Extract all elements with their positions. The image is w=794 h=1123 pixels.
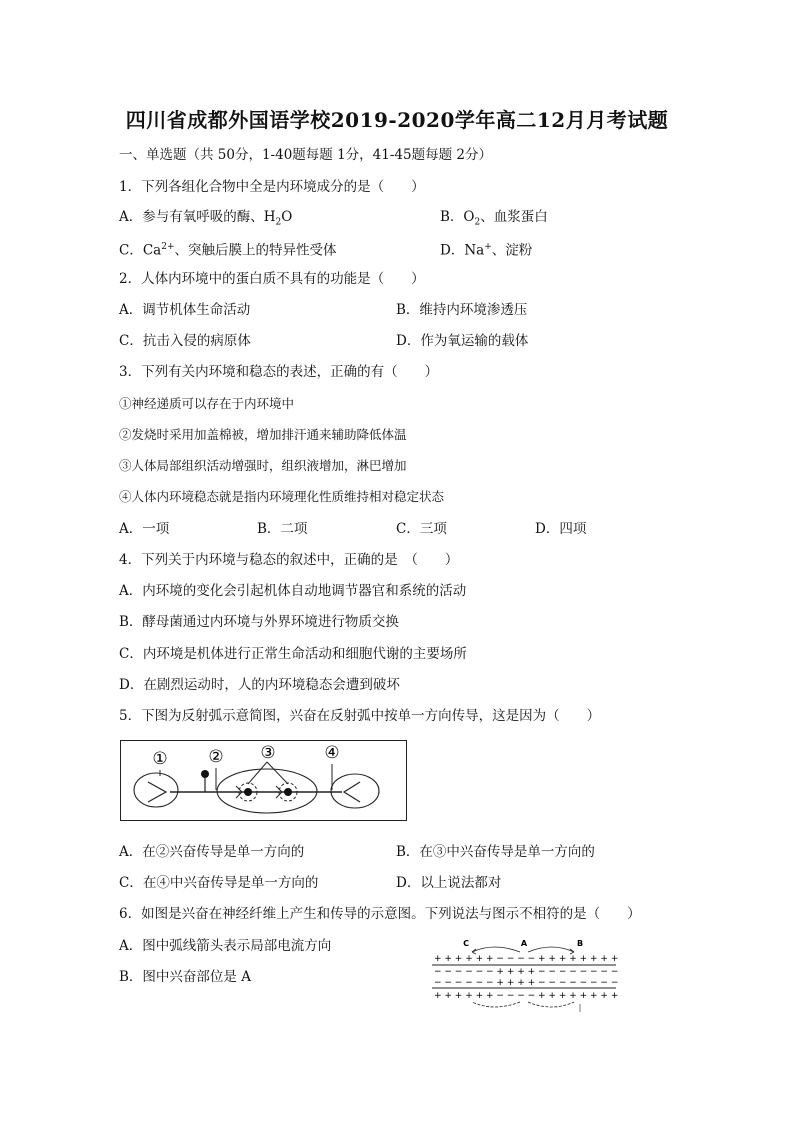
q5-option-a: A．在②兴奋传导是单一方向的 xyxy=(119,844,305,860)
label-4: ④ xyxy=(324,743,340,763)
q4-option-a: A．内环境的变化会引起机体自动地调节器官和系统的活动 xyxy=(119,583,467,599)
label-1: ① xyxy=(152,749,168,769)
nerve-fiber-diagram xyxy=(432,936,618,1016)
q4-option-d: D．在剧烈运动时，人的内环境稳态会遭到破坏 xyxy=(119,677,400,693)
q2-option-b: B．维持内环境渗透压 xyxy=(396,302,528,318)
ganglion-dot xyxy=(201,770,209,778)
center-ellipse xyxy=(217,769,317,813)
q4-option-b: B．酵母菌通过内环境与外界环境进行物质交换 xyxy=(119,614,399,630)
receptor-ellipse xyxy=(134,773,178,807)
q5-option-b: B．在③中兴奋传导是单一方向的 xyxy=(396,844,595,860)
reflex-arc-diagram xyxy=(120,740,408,822)
q5-stem: 5．下图为反射弧示意简图，兴奋在反射弧中按单一方向传导，这是因为（ ） xyxy=(119,708,601,724)
label-b: B xyxy=(576,939,584,948)
page-title: 四川省成都外国语学校2019-2020学年高二12月月考试题 xyxy=(125,108,669,132)
q3-option-b: B．二项 xyxy=(257,521,308,537)
q1-option-b: B．$O_2$、血浆蛋白 xyxy=(440,209,548,228)
label-2: ② xyxy=(208,747,224,767)
charge-row-4: + + + + + + − − − − + + + + + + + + xyxy=(434,991,618,1001)
q6-option-a: A．图中弧线箭头表示局部电流方向 xyxy=(119,938,332,954)
q3-statement-2: ②发烧时采用加盖棉被，增加排汗通来辅助降低体温 xyxy=(119,427,407,442)
q2-option-c: C．抗击入侵的病原体 xyxy=(119,333,251,349)
q3-statement-3: ③人体局部组织活动增强时，组织液增加，淋巴增加 xyxy=(119,458,407,473)
q1-option-d: D．Na+、淀粉 xyxy=(440,242,533,259)
q2-option-d: D．作为氧运输的载体 xyxy=(396,333,529,349)
q4-option-c: C．内环境是机体进行正常生命活动和细胞代谢的主要场所 xyxy=(119,646,467,662)
q2-option-a: A．调节机体生命活动 xyxy=(119,302,251,318)
q6-option-b: B．图中兴奋部位是 A xyxy=(119,969,251,985)
q4-stem: 4．下列关于内环境与稳态的叙述中，正确的是 （ ） xyxy=(119,552,459,568)
charge-row-3: − − − − − − + + + + − − − − − − − − xyxy=(434,978,618,988)
q1-option-c: C．$Ca^{2+}$、突触后膜上的特异性受体 xyxy=(119,242,337,259)
charge-row-2: − − − − − − + + + + − − − − − − − − xyxy=(434,967,618,977)
q1-stem: 1．下列各组化合物中全是内环境成分的是（ ） xyxy=(119,179,425,195)
section-heading: 一、单选题（共 50分，1-40题每题 1分，41-45题每题 2分） xyxy=(119,147,492,163)
q1-option-a: A．参与有氧呼吸的酶、$H_2O$ xyxy=(119,209,293,228)
q3-statement-4: ④人体内环境稳态就是指内环境理化性质维持相对稳定状态 xyxy=(119,489,445,504)
effector-ellipse xyxy=(331,774,379,808)
label-c: C xyxy=(463,939,469,948)
q3-statement-1: ①神经递质可以存在于内环境中 xyxy=(119,396,295,411)
q5-option-c: C．在④中兴奋传导是单一方向的 xyxy=(119,875,319,891)
q3-option-d: D．四项 xyxy=(535,521,587,537)
q3-option-a: A．一项 xyxy=(119,521,170,537)
q6-stem: 6．如图是兴奋在神经纤维上产生和传导的示意图。下列说法与图示不相符的是（ ） xyxy=(119,906,641,922)
q3-stem: 3．下列有关内环境和稳态的表述，正确的有（ ） xyxy=(119,364,439,380)
charge-row-1: + + + + + + − − − − + + + + + + + + xyxy=(434,954,618,964)
label-a: A xyxy=(520,939,528,948)
q5-option-d: D．以上说法都对 xyxy=(396,875,502,891)
label-3: ③ xyxy=(260,743,276,763)
q2-stem: 2．人体内环境中的蛋白质不具有的功能是（ ） xyxy=(119,271,425,287)
q3-option-c: C．三项 xyxy=(396,521,447,537)
